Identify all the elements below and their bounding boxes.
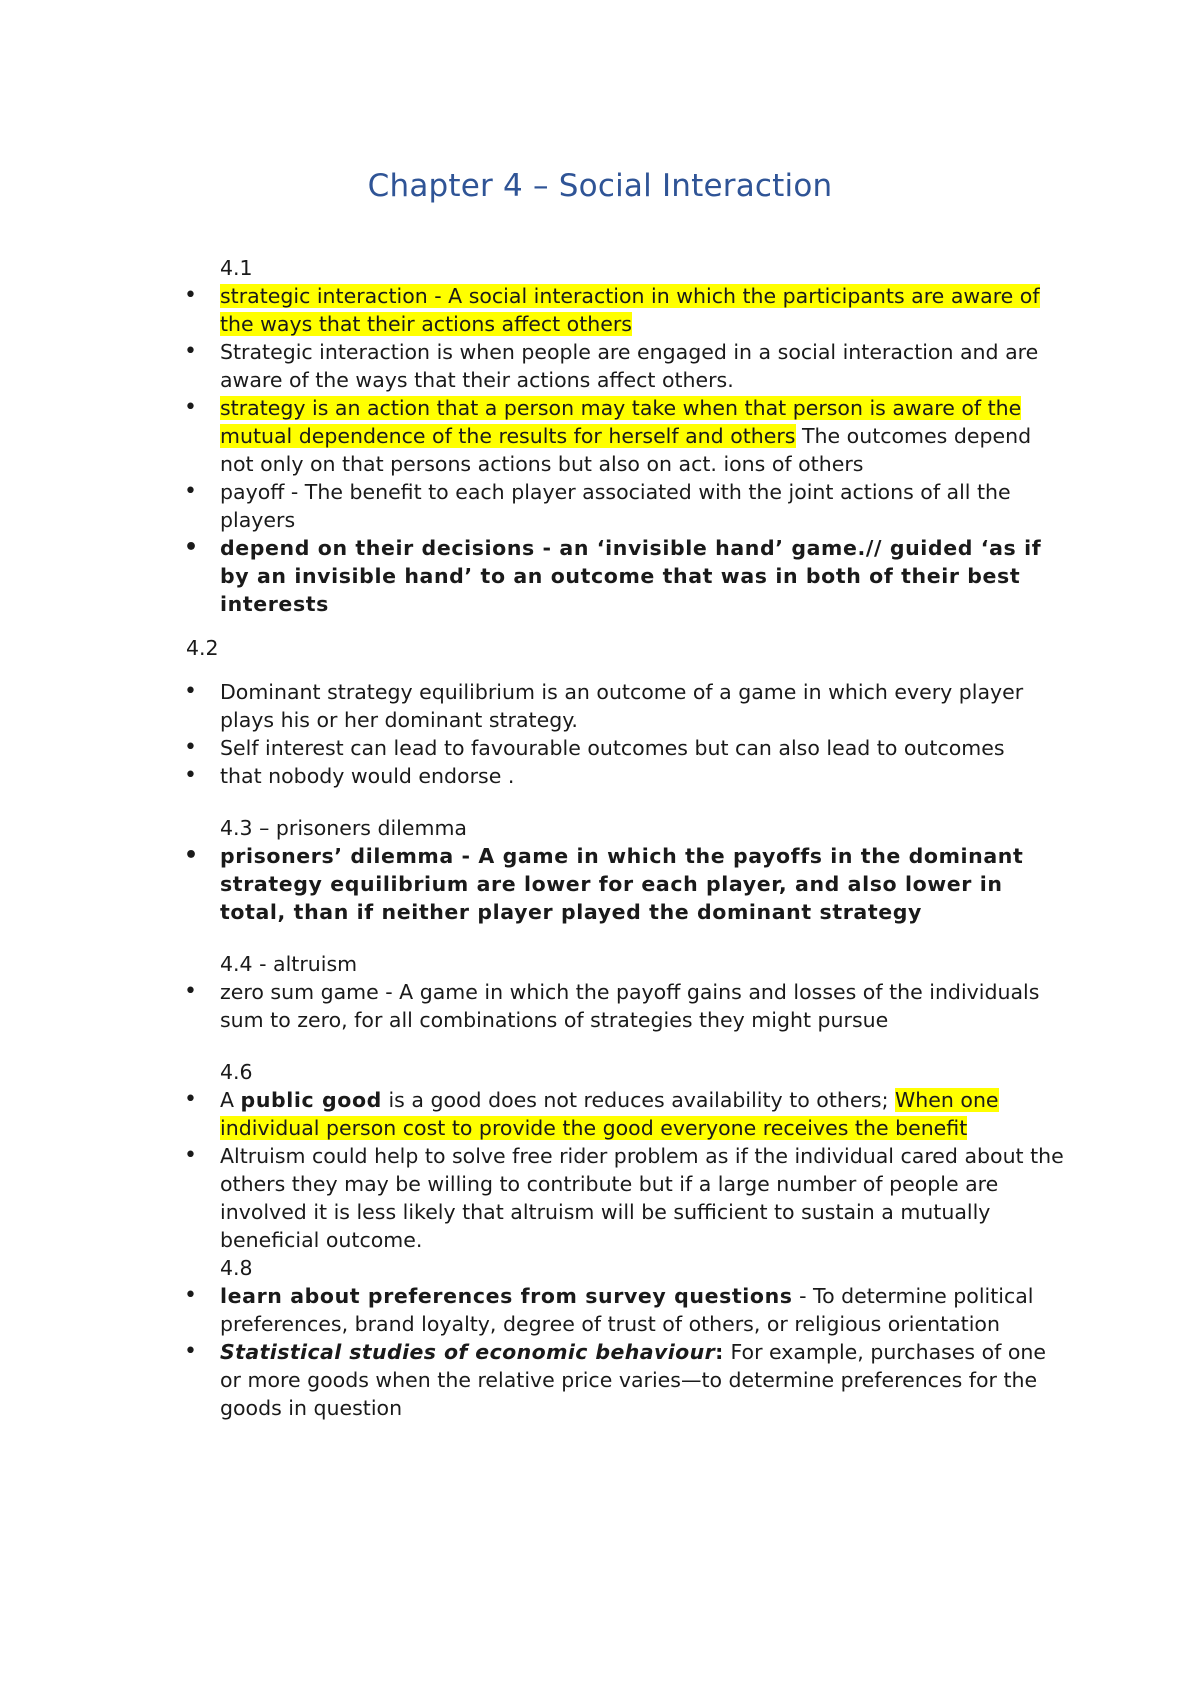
list-item [220,1282,1070,1338]
section-heading-4-6: 4.6 [220,1060,253,1084]
list-item: • that nobody would endorse . [220,762,1070,790]
list-item [220,282,1070,338]
bold-italic-term: Statistical studies of economic behaviour [220,1340,716,1364]
bullet-list-4-8 [0,1282,1200,1422]
document-body [0,254,1200,1422]
bullet-list-4-2 [0,678,1200,790]
bold-term: public good [240,1088,382,1112]
list-item-text: A [220,1088,241,1112]
list-item [220,1086,1070,1142]
list-item-text: For example, purchases of one or more goods when the relative price varies—to determine preferences for the goods in question [220,1340,1047,1420]
list-item: • Self interest can lead to favourable outcomes but can also lead to outcomes [220,734,1070,762]
highlighted-text: strategic interaction - A social interaction in which the participants are aware of the ways that their actions affect others [220,284,1040,336]
section-heading-4-4: 4.4 - altruism [220,952,358,976]
page-title: Chapter 4 – Social Interaction [367,168,833,204]
bullet-list-4-4 [0,978,1200,1034]
list-item [220,394,1070,478]
bold-term: learn about preferences from survey questions [220,1284,793,1308]
colon: : [715,1340,724,1364]
list-item-text: is a good does not reduces availability to others; [381,1088,896,1112]
list-item: • Altruism could help to solve free rider problem as if the individual cared about the others they may be willing to contribute but if a large number of people are involved it is less likely that altruism will be sufficient to sustain a mutually beneficial outcome. [220,1142,1070,1254]
list-item: • depend on their decisions - an ‘invisible hand’ game.// guided ‘as if by an invisible hand’ to an outcome that was in both of their best interests [220,534,1070,618]
bullet-list-4-3 [0,842,1200,926]
list-item-text: - To determine political preferences, brand loyalty, degree of trust of others, or religious orientation [220,1284,1034,1336]
list-item-text: The outcomes depend not only on that persons actions but also on act. ions of others [220,424,1032,476]
list-item: • Dominant strategy equilibrium is an outcome of a game in which every player plays his or her dominant strategy. [220,678,1070,734]
section-heading-4-3: 4.3 – prisoners dilemma [220,816,467,840]
section-heading-4-8: 4.8 [220,1256,253,1280]
section-heading-4-1: 4.1 [220,256,253,280]
list-item: • Strategic interaction is when people are engaged in a social interaction and are aware of the ways that their actions affect others. [220,338,1070,394]
bullet-list-4-6 [0,1086,1200,1254]
list-item: • zero sum game - A game in which the payoff gains and losses of the individuals sum to zero, for all combinations of strategies they might pursue [220,978,1070,1034]
list-item: • payoff - The benefit to each player associated with the joint actions of all the players [220,478,1070,534]
highlighted-text: When one individual person cost to provide the good everyone receives the benefit [220,1088,999,1140]
list-item: • prisoners’ dilemma - A game in which the payoffs in the dominant strategy equilibrium are lower for each player, and also lower in total, than if neither player played the dominant strategy [220,842,1070,926]
bullet-list-4-1 [0,282,1200,618]
section-heading-4-2: 4.2 [186,636,219,660]
highlighted-text: strategy is an action that a person may take when that person is aware of the mutual dependence of the results for herself and others [220,396,1022,448]
list-item [220,1338,1070,1422]
